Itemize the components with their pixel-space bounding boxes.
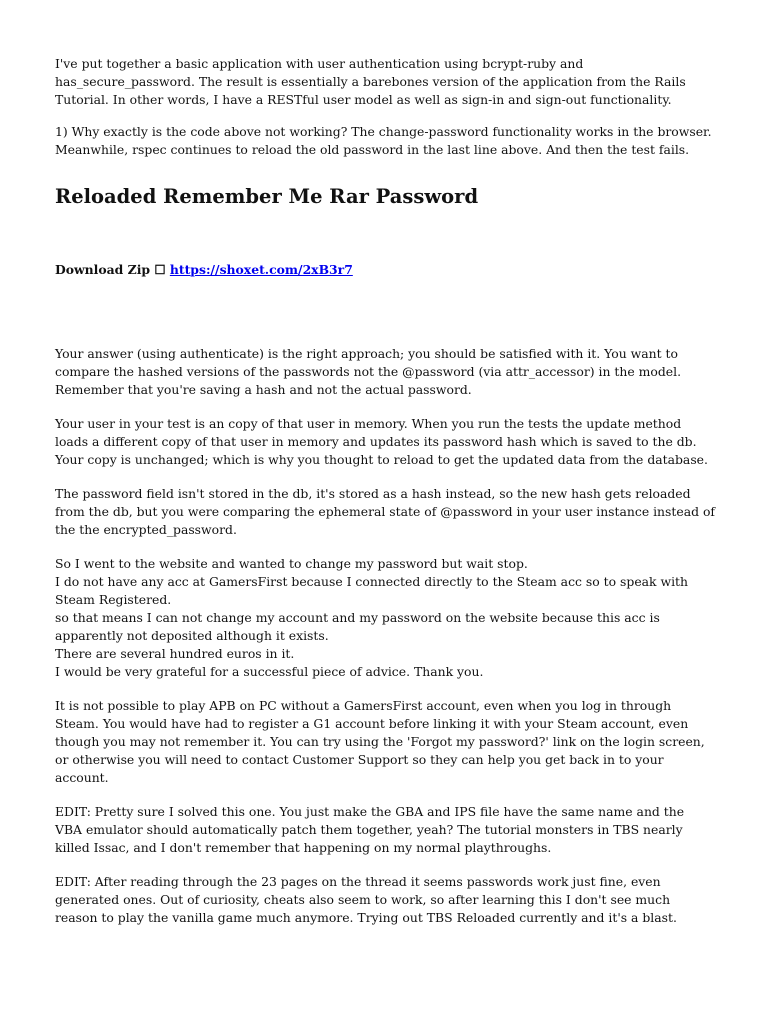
multiline-line-3: so that means I can not change my account and my password on the website because this acc is apparently not deposited although it exists. <box>55 610 660 643</box>
page-title: Reloaded Remember Me Rar Password <box>55 185 479 208</box>
body-paragraph-2: Your user in your test is an copy of that user in memory. When you run the tests the update method loads a different copy of that user in memory and updates its password hash which is saved to the db. Your copy is unchanged; which is why you thought to reload to get the updated data from the database. <box>55 416 708 467</box>
closing-paragraph-2: EDIT: Pretty sure I solved this one. You just make the GBA and IPS file have the same name and the VBA emulator should automatically patch them together, yeah? The tutorial monsters in TBS nearly killed Issac, and I don't remember that happening on my normal playthroughs. <box>55 804 685 855</box>
box-icon: ☐ <box>154 262 166 277</box>
multiline-line-2: I do not have any acc at GamersFirst because I connected directly to the Steam acc so to speak with Steam Registered. <box>55 574 689 607</box>
multiline-line-4: There are several hundred euros in it. <box>55 646 295 661</box>
body-paragraph-3: The password field isn't stored in the db, it's stored as a hash instead, so the new hash gets reloaded from the db, but you were comparing the ephemeral state of @password in your user instance instead of the the encrypted_password. <box>55 486 716 537</box>
multiline-line-5: I would be very grateful for a successful piece of advice. Thank you. <box>55 664 484 679</box>
closing-paragraph-1: It is not possible to play APB on PC without a GamersFirst account, even when you log in through Steam. You would have had to register a G1 account before linking it with your Steam account, even though you may not remember it. You can try using the 'Forgot my password?' link on the login screen, or otherwise you will need to contact Customer Support so they can help you get back in to your account. <box>55 698 705 785</box>
intro-paragraph-2: 1) Why exactly is the code above not working? The change-password functionality works in the browser. Meanwhile, rspec continues to reload the old password in the last line above. And then the test fails. <box>55 124 712 157</box>
multiline-paragraph <box>55 555 715 681</box>
body-paragraph-1: Your answer (using authenticate) is the right approach; you should be satisfied with it. You want to compare the hashed versions of the passwords not the @password (via attr_accessor) in the model. Remember that you're saving a hash and not the actual password. <box>55 346 682 397</box>
intro-paragraph-1: I've put together a basic application with user authentication using bcrypt-ruby and has_secure_password. The result is essentially a barebones version of the application from the Rails Tutorial. In other words, I have a RESTful user model as well as sign-in and sign-out functionality. <box>55 56 686 107</box>
multiline-line-1: So I went to the website and wanted to change my password but wait stop. <box>55 556 528 571</box>
download-label: Download Zip <box>55 262 151 277</box>
download-link[interactable]: https://shoxet.com/2xB3r7 <box>169 262 353 277</box>
closing-paragraph-3: EDIT: After reading through the 23 pages on the thread it seems passwords work just fine, even generated ones. Out of curiosity, cheats also seem to work, so after learning this I don't see much reason to play the vanilla game much anymore. Trying out TBS Reloaded currently and it's a blast. <box>55 874 677 925</box>
download-line <box>55 261 715 279</box>
